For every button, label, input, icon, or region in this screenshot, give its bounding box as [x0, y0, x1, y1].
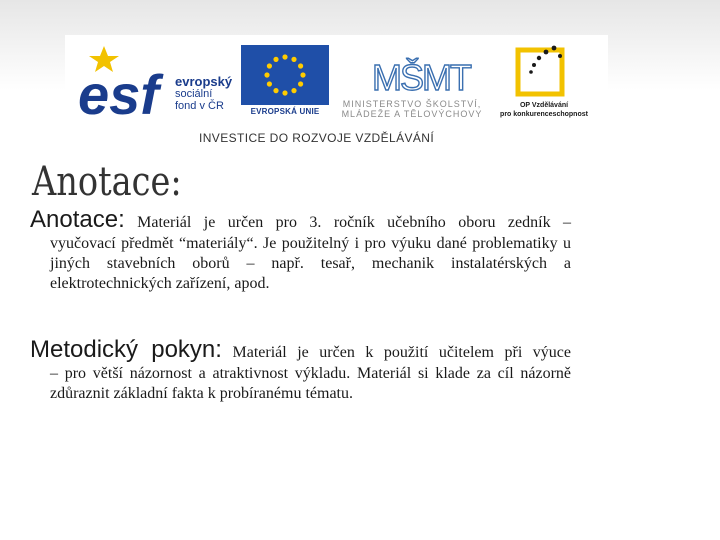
- op-label: [494, 101, 594, 119]
- esf-logo: [78, 44, 173, 126]
- method-term: Metodický pokyn:: [30, 336, 222, 363]
- annotation-first-line: [30, 206, 571, 234]
- esf-line-3: fond v ČR: [175, 100, 224, 112]
- annotation-continuation: vyučovací předmět “materiály“. Je použitelný i pro výuku dané problematiky u jiných stavebních oborů – např. tesař, mechanik instalatérských a elektrotechnických zařízení, apod.: [50, 235, 571, 292]
- method-first-text: Materiál je určen k použití učitelem při výuce: [232, 344, 572, 361]
- esf-text: [175, 76, 232, 112]
- esf-line-1: evropský: [175, 74, 233, 89]
- msmt-logo: [370, 42, 470, 98]
- eu-label: EVROPSKÁ UNIE: [250, 107, 320, 116]
- msmt-label-line-1: MINISTERSTVO ŠKOLSTVÍ,: [342, 99, 482, 109]
- esf-mark: esf: [78, 63, 159, 126]
- annotation-term: Anotace:: [30, 206, 125, 233]
- eu-flag-icon: [241, 45, 329, 105]
- invest-slogan: INVESTICE DO ROZVOJE VZDĚLÁVÁNÍ: [199, 131, 435, 145]
- method-block: [30, 336, 571, 404]
- op-label-line-1: OP Vzdělávání: [519, 102, 569, 109]
- op-label-line-2: pro konkurenceschopnost: [500, 111, 588, 118]
- esf-line-2: sociální: [175, 88, 213, 100]
- annotation-paragraph: [30, 206, 571, 294]
- op-logo-icon: [514, 44, 574, 98]
- msmt-mark: MŠMT: [372, 57, 470, 98]
- method-continuation: – pro větší názornost a atraktivnost výkladu. Materiál si klade za cíl názorně zdůraznit základní fakta k probíranému tématu.: [50, 365, 571, 402]
- annotation-block: [30, 206, 571, 294]
- msmt-label: [334, 99, 490, 119]
- msmt-label-line-2: MLÁDEŽE A TĚLOVÝCHOVY: [341, 109, 483, 119]
- annotation-first-text: Materiál je určen pro 3. ročník učebního oboru zedník –: [137, 214, 571, 231]
- method-paragraph: [30, 336, 571, 404]
- method-first-line: [30, 336, 571, 364]
- slide-title: Anotace:: [32, 159, 182, 205]
